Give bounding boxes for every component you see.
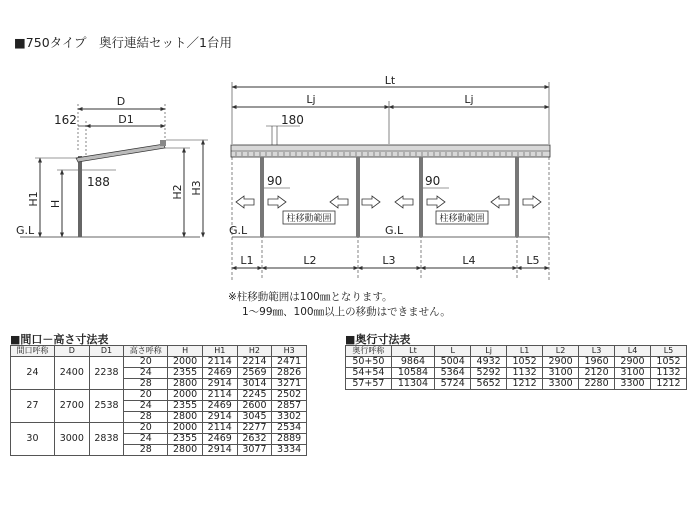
table-cell: 2355 bbox=[168, 401, 203, 412]
column-header: H2 bbox=[237, 346, 272, 357]
depth-dimension-table bbox=[345, 345, 687, 390]
table-cell: 2469 bbox=[202, 434, 237, 445]
table-cell: 1960 bbox=[579, 357, 615, 368]
label-90-left: 90 bbox=[267, 174, 283, 188]
table-cell: 5652 bbox=[471, 379, 507, 390]
table-cell: 3100 bbox=[543, 368, 579, 379]
table-cell: 20 bbox=[124, 357, 168, 368]
table-cell: 54+54 bbox=[346, 368, 392, 379]
table-cell: 5724 bbox=[435, 379, 471, 390]
move-arrow-2b bbox=[362, 196, 380, 208]
table-cell: 5004 bbox=[435, 357, 471, 368]
side-view-labels bbox=[16, 95, 203, 237]
table-cell: 3014 bbox=[237, 379, 272, 390]
table-cell: 2471 bbox=[272, 357, 307, 368]
table-cell: 1052 bbox=[507, 357, 543, 368]
table-row bbox=[11, 423, 307, 434]
table-cell: 3100 bbox=[615, 368, 651, 379]
column-header: L3 bbox=[579, 346, 615, 357]
frontage-height-table bbox=[10, 345, 307, 456]
column-header: Lj bbox=[471, 346, 507, 357]
table-cell: 24 bbox=[124, 434, 168, 445]
table-cell: 5364 bbox=[435, 368, 471, 379]
table-cell: 5292 bbox=[471, 368, 507, 379]
post-1 bbox=[260, 157, 264, 237]
group-cell-d1: 2538 bbox=[89, 390, 124, 423]
move-arrow-4b bbox=[523, 196, 541, 208]
table-cell: 24 bbox=[124, 368, 168, 379]
table-cell: 28 bbox=[124, 445, 168, 456]
side-view bbox=[20, 104, 208, 237]
label-Lt: Lt bbox=[384, 74, 396, 87]
table-cell: 1132 bbox=[651, 368, 687, 379]
table-cell: 2914 bbox=[202, 379, 237, 390]
table-cell: 4932 bbox=[471, 357, 507, 368]
table-row bbox=[346, 357, 687, 368]
table-row bbox=[11, 357, 307, 368]
label-Lj-right: Lj bbox=[464, 93, 474, 106]
label-H1: H1 bbox=[27, 191, 40, 207]
table-cell: 2469 bbox=[202, 401, 237, 412]
table-cell: 3302 bbox=[272, 412, 307, 423]
table-cell: 2857 bbox=[272, 401, 307, 412]
table-cell: 3334 bbox=[272, 445, 307, 456]
move-arrow-3a bbox=[395, 196, 413, 208]
label-90-right: 90 bbox=[425, 174, 441, 188]
table-cell: 2800 bbox=[168, 412, 203, 423]
table-row bbox=[346, 368, 687, 379]
table-cell: 2914 bbox=[202, 445, 237, 456]
note-line-2: 1～99㎜、100㎜以上の移動はできません。 bbox=[242, 306, 451, 318]
label-L5: L5 bbox=[526, 254, 540, 267]
group-cell-name: 27 bbox=[11, 390, 55, 423]
column-header: H3 bbox=[272, 346, 307, 357]
table-cell: 3271 bbox=[272, 379, 307, 390]
note bbox=[228, 290, 451, 320]
group-cell-d: 2400 bbox=[54, 357, 89, 390]
column-header: 間口呼称 bbox=[11, 346, 55, 357]
table-cell: 2214 bbox=[237, 357, 272, 368]
table-cell: 9864 bbox=[391, 357, 434, 368]
label-L2: L2 bbox=[303, 254, 317, 267]
move-arrow-1a bbox=[236, 196, 254, 208]
column-header: L bbox=[435, 346, 471, 357]
table-cell: 2280 bbox=[579, 379, 615, 390]
table-row bbox=[346, 379, 687, 390]
group-cell-d: 3000 bbox=[54, 423, 89, 456]
table-cell: 2900 bbox=[543, 357, 579, 368]
label-L3: L3 bbox=[382, 254, 396, 267]
table-cell: 28 bbox=[124, 412, 168, 423]
table-cell: 2600 bbox=[237, 401, 272, 412]
group-cell-name: 24 bbox=[11, 357, 55, 390]
table-cell: 2120 bbox=[579, 368, 615, 379]
table-cell: 2114 bbox=[202, 357, 237, 368]
note-line-1: ※柱移動範囲は100㎜となります。 bbox=[228, 291, 393, 303]
column-header: L5 bbox=[651, 346, 687, 357]
table-cell: 3045 bbox=[237, 412, 272, 423]
table-header-row bbox=[346, 346, 687, 357]
table-cell: 11304 bbox=[391, 379, 434, 390]
column-header: D bbox=[54, 346, 89, 357]
label-D: D bbox=[116, 95, 126, 108]
table-cell: 57+57 bbox=[346, 379, 392, 390]
table-cell: 2245 bbox=[237, 390, 272, 401]
table-cell: 2800 bbox=[168, 379, 203, 390]
table-cell: 2114 bbox=[202, 423, 237, 434]
label-H2: H2 bbox=[171, 184, 184, 200]
column-header: H1 bbox=[202, 346, 237, 357]
column-header: D1 bbox=[89, 346, 124, 357]
page-title: ■750タイプ 奥行連結セット／1台用 bbox=[14, 35, 232, 50]
post-4 bbox=[515, 157, 519, 237]
label-188: 188 bbox=[87, 175, 110, 189]
post-2 bbox=[356, 157, 360, 237]
label-162: 162 bbox=[54, 113, 77, 127]
range-label-right: 柱移動範囲 bbox=[439, 214, 485, 224]
column-header: 奥行呼称 bbox=[346, 346, 392, 357]
table-cell: 1212 bbox=[651, 379, 687, 390]
column-header: 高さ呼称 bbox=[124, 346, 168, 357]
table-cell: 2355 bbox=[168, 368, 203, 379]
column-header: L4 bbox=[615, 346, 651, 357]
table-cell: 28 bbox=[124, 379, 168, 390]
table-cell: 2277 bbox=[237, 423, 272, 434]
table-header-row bbox=[11, 346, 307, 357]
label-L1: L1 bbox=[240, 254, 254, 267]
move-arrow-3b bbox=[427, 196, 445, 208]
table-cell: 1052 bbox=[651, 357, 687, 368]
column-header: Lt bbox=[391, 346, 434, 357]
post-3 bbox=[419, 157, 423, 237]
movement-arrows bbox=[236, 196, 541, 208]
label-gl-front-left: G.L bbox=[229, 224, 248, 237]
move-arrow-4a bbox=[491, 196, 509, 208]
table-cell: 2000 bbox=[168, 357, 203, 368]
group-cell-d1: 2838 bbox=[89, 423, 124, 456]
table-cell: 2632 bbox=[237, 434, 272, 445]
group-cell-name: 30 bbox=[11, 423, 55, 456]
front-view-labels bbox=[229, 74, 540, 267]
depth-table-caption: ■奥行寸法表 bbox=[345, 333, 411, 346]
label-L4: L4 bbox=[462, 254, 476, 267]
table-cell: 2569 bbox=[237, 368, 272, 379]
label-D1: D1 bbox=[118, 113, 134, 126]
table-cell: 2000 bbox=[168, 423, 203, 434]
label-Lj-left: Lj bbox=[306, 93, 316, 106]
table-cell: 2355 bbox=[168, 434, 203, 445]
table-cell: 1132 bbox=[507, 368, 543, 379]
table-cell: 2469 bbox=[202, 368, 237, 379]
table-cell: 50+50 bbox=[346, 357, 392, 368]
table-cell: 2826 bbox=[272, 368, 307, 379]
group-cell-d: 2700 bbox=[54, 390, 89, 423]
table-cell: 20 bbox=[124, 390, 168, 401]
label-180: 180 bbox=[281, 113, 304, 127]
move-arrow-2a bbox=[330, 196, 348, 208]
column-header: H bbox=[168, 346, 203, 357]
label-H: H bbox=[49, 199, 62, 209]
table-cell: 1212 bbox=[507, 379, 543, 390]
range-label-left: 柱移動範囲 bbox=[286, 214, 332, 224]
table-cell: 3077 bbox=[237, 445, 272, 456]
table-cell: 2114 bbox=[202, 390, 237, 401]
table-cell: 2889 bbox=[272, 434, 307, 445]
table-cell: 2000 bbox=[168, 390, 203, 401]
table-cell: 2534 bbox=[272, 423, 307, 434]
table-cell: 2800 bbox=[168, 445, 203, 456]
column-header: L2 bbox=[543, 346, 579, 357]
label-gl-front-right: G.L bbox=[385, 224, 404, 237]
frontage-table-caption: ■間口－高さ寸法表 bbox=[10, 333, 109, 346]
table-cell: 24 bbox=[124, 401, 168, 412]
move-arrow-1b bbox=[268, 196, 286, 208]
table-row bbox=[11, 390, 307, 401]
column-header: L1 bbox=[507, 346, 543, 357]
group-cell-d1: 2238 bbox=[89, 357, 124, 390]
table-cell: 2914 bbox=[202, 412, 237, 423]
table-cell: 3300 bbox=[615, 379, 651, 390]
label-H3: H3 bbox=[190, 180, 203, 196]
table-cell: 10584 bbox=[391, 368, 434, 379]
table-cell: 20 bbox=[124, 423, 168, 434]
table-cell: 3300 bbox=[543, 379, 579, 390]
label-gl-side: G.L bbox=[16, 224, 35, 237]
table-cell: 2900 bbox=[615, 357, 651, 368]
table-cell: 2502 bbox=[272, 390, 307, 401]
